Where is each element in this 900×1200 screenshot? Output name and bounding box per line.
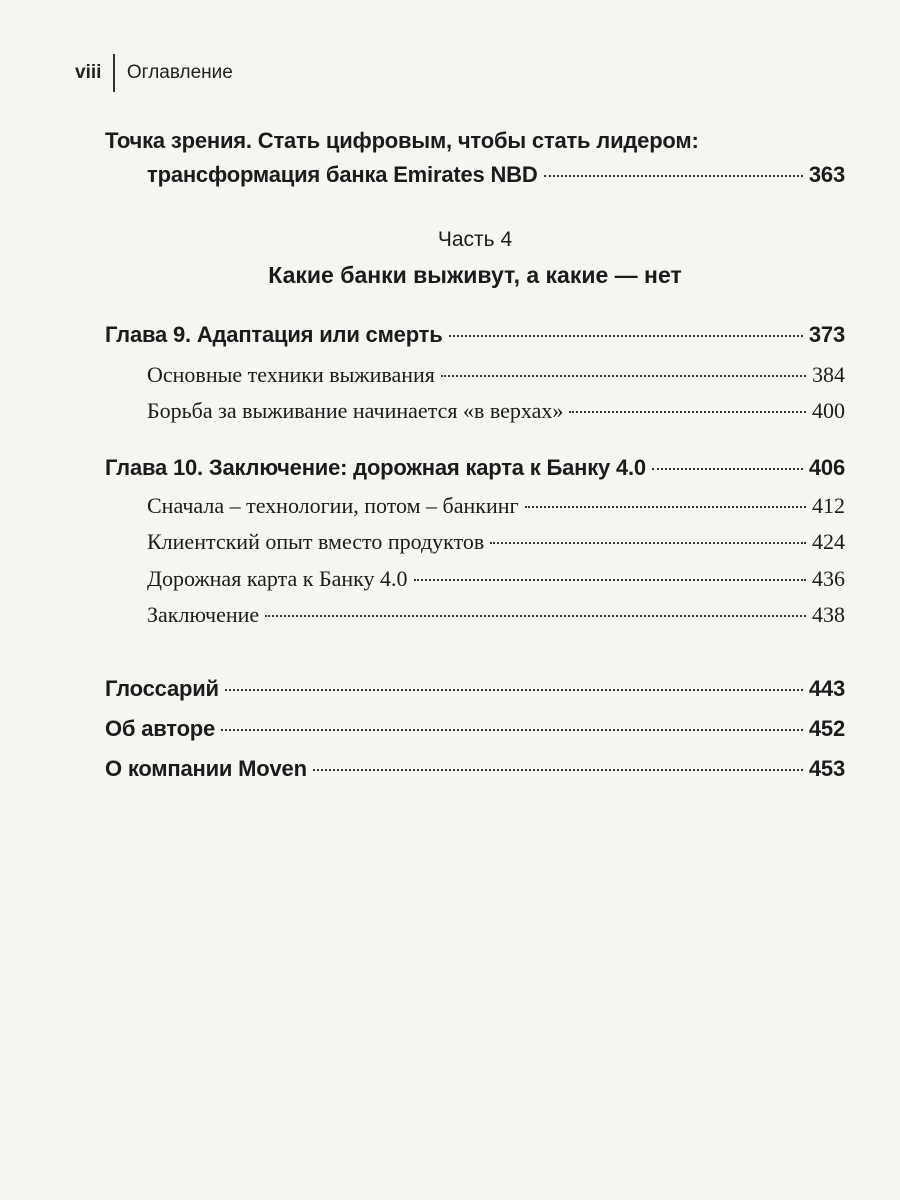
toc-entry-section[interactable] xyxy=(147,529,845,555)
running-header xyxy=(75,58,233,88)
toc-entry-chapter-9[interactable] xyxy=(105,322,845,348)
toc-entry-about-moven[interactable] xyxy=(105,756,845,782)
dot-leader xyxy=(414,579,806,581)
viewpoint-title-line2: трансформация банка Emirates NBD xyxy=(147,162,538,187)
page-number: 438 xyxy=(812,602,845,627)
page-number: 363 xyxy=(808,162,845,187)
viewpoint-title-line1: Точка зрения. Стать цифровым, чтобы стать лидером: xyxy=(105,128,699,153)
toc-entry-viewpoint[interactable] xyxy=(147,162,845,188)
header-divider xyxy=(113,54,115,92)
dot-leader xyxy=(525,506,806,508)
dot-leader xyxy=(225,689,803,691)
toc-entry-glossary[interactable] xyxy=(105,676,845,702)
toc-entry-section[interactable] xyxy=(147,493,845,519)
page-number: 436 xyxy=(812,566,845,591)
page-number: 384 xyxy=(812,362,845,387)
page-number: 373 xyxy=(808,322,845,347)
toc-entry-section[interactable] xyxy=(147,602,845,628)
dot-leader xyxy=(569,411,806,413)
toc-entry-chapter-10[interactable] xyxy=(105,455,845,481)
dot-leader xyxy=(544,175,803,177)
part-number: Часть 4 xyxy=(437,228,513,251)
header-section-title: Оглавление xyxy=(126,62,233,83)
dot-leader xyxy=(441,375,806,377)
backmatter-title: Глоссарий xyxy=(105,676,219,701)
chapter-title: Глава 9. Адаптация или смерть xyxy=(105,322,443,347)
chapter-title: Глава 10. Заключение: дорожная карта к Банку 4.0 xyxy=(105,455,646,480)
dot-leader xyxy=(313,769,803,771)
page-number: 453 xyxy=(808,756,845,781)
toc-entry-section[interactable] xyxy=(147,566,845,592)
section-title: Заключение xyxy=(147,602,260,627)
dot-leader xyxy=(652,468,803,470)
section-title: Основные техники выживания xyxy=(147,362,435,387)
toc-entry-section[interactable] xyxy=(147,362,845,388)
section-title: Сначала – технологии, потом – банкинг xyxy=(147,493,519,518)
dot-leader xyxy=(265,615,806,617)
dot-leader xyxy=(449,335,803,337)
section-title: Дорожная карта к Банку 4.0 xyxy=(147,566,408,591)
toc-entry-about-author[interactable] xyxy=(105,716,845,742)
backmatter-title: Об авторе xyxy=(105,716,216,741)
page-number: 424 xyxy=(812,529,845,554)
section-title: Борьба за выживание начинается «в верхах» xyxy=(147,398,564,423)
page-number: 400 xyxy=(812,398,845,423)
part-title: Какие банки выживут, а какие — нет xyxy=(268,262,682,288)
page-number: 412 xyxy=(812,493,845,518)
page-number: 406 xyxy=(808,455,845,480)
dot-leader xyxy=(221,729,803,731)
backmatter-title: О компании Moven xyxy=(105,756,307,781)
dot-leader xyxy=(490,542,806,544)
toc-entry-section[interactable] xyxy=(147,398,845,424)
page-folio: viii xyxy=(75,62,102,83)
page-number: 443 xyxy=(808,676,845,701)
section-title: Клиентский опыт вместо продуктов xyxy=(147,529,485,554)
page-number: 452 xyxy=(808,716,845,741)
